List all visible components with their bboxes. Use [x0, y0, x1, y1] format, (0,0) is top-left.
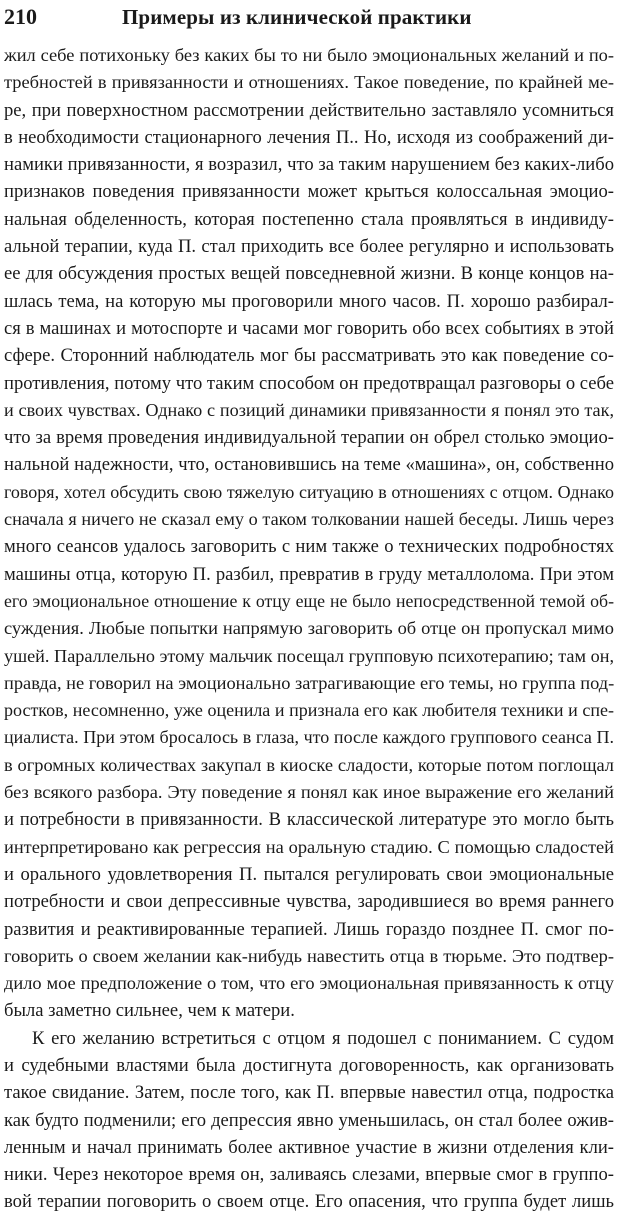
text-line: без всякого разбора. Эту поведение я понял как иное выражение его желаний	[4, 782, 614, 803]
text-line: нальной надежности, что, остановившись на теме «машина», он, собственно	[4, 454, 614, 476]
text-line: жил себе потихоньку без каких бы то ни было эмоциональных желаний и по-	[4, 45, 614, 65]
text-line: дило мое предположение о том, что его эмоциональная привязанность к отцу	[4, 973, 614, 994]
text-line: говоря, хотел обсудить свою тяжелую ситуацию в отношениях с отцом. Однако	[4, 481, 614, 502]
page-number: 210	[4, 4, 37, 29]
text-line: альной терапии, куда П. стал приходить все более регулярно и использовать	[4, 236, 614, 258]
text-line: противления, потому что таким способом он предотвращал разговоры о себе	[4, 372, 614, 394]
text-line: К его желанию встретиться с отцом я подошел с пониманием. С судом	[32, 1027, 614, 1049]
text-line: ники. Через некоторое время он, заливаясь слезами, впервые смог в группо-	[4, 1164, 614, 1186]
text-line: ушей. Параллельно этому мальчик посещал групповую психотерапию; там он,	[4, 645, 614, 666]
body-text	[4, 42, 614, 1216]
text-line: и своих чувствах. Однако с позиций динамики привязанности я понял это так,	[4, 399, 614, 420]
running-title: Примеры из клинической практики	[122, 5, 472, 29]
text-line: ее для обсуждения простых вещей повседневной жизни. В конце концов на-	[4, 263, 614, 285]
text-line: машины отца, которую П. разбил, превратив в груду металлолома. При этом	[4, 563, 614, 585]
text-line: в необходимости стационарного лечения П.. Но, исходя из соображений ди-	[4, 126, 614, 148]
text-line: и потребности в привязанности. В классической литературе это могло быть	[4, 809, 614, 831]
text-line: сначала я ничего не сказал ему о таком толковании нашей беседы. Лишь через	[4, 509, 614, 530]
text-line: развития и реактивированные терапией. Лишь гораздо позднее П. смог по-	[4, 918, 614, 940]
text-line: нальная обделенность, которая постепенно стала проявляться в индивиду-	[4, 208, 614, 230]
text-line: такое свидание. Затем, после того, как П. впервые навестил отца, подростка	[4, 1082, 614, 1104]
text-line: и судебными властями была достигнута договоренность, как организовать	[4, 1054, 614, 1076]
text-line: вой терапии поговорить о своем отце. Его опасения, что группа будет лишь	[4, 1191, 614, 1213]
text-line: намики привязанности, я возразил, что за таким нарушением без каких-либо	[4, 154, 614, 176]
paragraph	[4, 42, 614, 1025]
text-line: ре, при поверхностном рассмотрении действительно заставляло усомниться	[4, 99, 614, 121]
text-line: правда, не говорил на эмоционально затрагивающие его темы, но группа под-	[4, 672, 614, 693]
text-line: интерпретировано как регрессия на оральную стадию. С помощью сладостей	[4, 836, 614, 857]
text-line: шлась тема, на которую мы проговорили много часов. П. хорошо разбирал-	[4, 290, 614, 312]
text-line: требностей в привязанности и отношениях. Такое поведение, по крайней ме-	[4, 72, 614, 93]
running-head	[4, 2, 616, 32]
text-line: суждения. Любые попытки напрямую заговорить об отце он пропускал мимо	[4, 618, 614, 639]
text-line: и орального удовлетворения П. пытался регулировать свои эмоциональные	[4, 863, 614, 885]
text-line: в огромных количествах закупал в киоске сладости, которые потом поглощал	[4, 754, 614, 775]
text-line: признаков поведения привязанности может крыться колоссальная эмоцио-	[4, 181, 614, 203]
text-line: что за время проведения индивидуальной терапии он обрел столько эмоцио-	[4, 427, 614, 449]
text-line: ленным и начал принимать более активное участие в жизни отделения кли-	[4, 1136, 614, 1158]
text-line: говорить о своем желании как-нибудь навестить отца в тюрьме. Это подтвер-	[4, 945, 614, 966]
text-line: была заметно сильнее, чем к матери.	[4, 1000, 295, 1022]
text-line: ростков, несомненно, уже оценила и признала его как любителя техники и спе-	[4, 700, 614, 721]
text-line: циалиста. При этом бросалось в глаза, что после каждого группового сеанса П.	[4, 727, 614, 748]
text-line: его эмоциональное отношение к отцу еще не было непосредственной темой об-	[4, 590, 614, 611]
text-line: потребности и свои депрессивные чувства, зародившиеся во время раннего	[4, 891, 614, 913]
text-line: много сеансов удалось заговорить с ним также о технических подробностях	[4, 536, 614, 558]
text-line: как будто подменили; его депрессия явно уменьшилась, он стал более ожив-	[4, 1109, 614, 1131]
text-line: ся в машинах и мотоспорте и часами мог говорить обо всех событиях в этой	[4, 317, 614, 339]
paragraph	[4, 1025, 614, 1216]
text-line: сфере. Сторонний наблюдатель мог бы рассматривать это как поведение со-	[4, 345, 614, 367]
